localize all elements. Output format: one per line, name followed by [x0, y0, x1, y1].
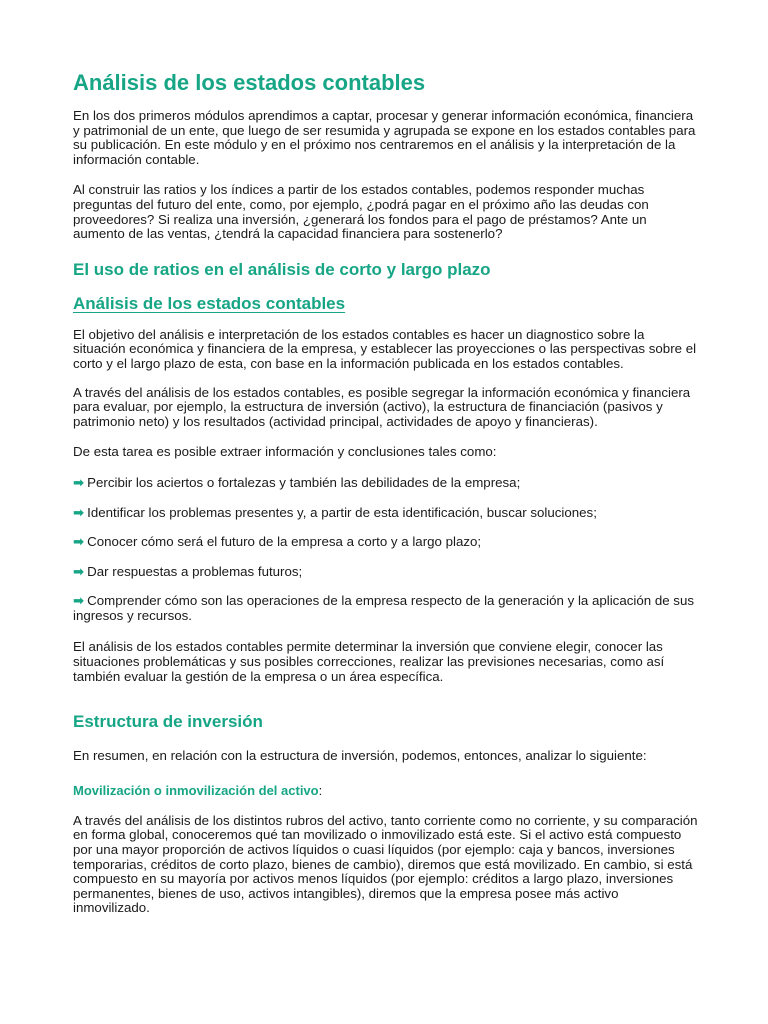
list-item: [73, 594, 698, 623]
arrow-right-icon: ➡: [73, 563, 85, 579]
section2-paragraph: En resumen, en relación con la estructura de inversión, podemos, entonces, analizar lo siguiente:: [73, 748, 647, 764]
section1-paragraph-2: A través del análisis de los estados contables, es posible segregar la información económica y financiera para evaluar, por ejemplo, la estructura de inversión (activo), la estructura de financiación (pasivos y patrimonio neto) y los resultados (actividad principal, actividades de apoyo y financieras).: [73, 384, 691, 429]
arrow-right-icon: ➡: [73, 474, 85, 490]
list-item-text: Dar respuestas a problemas futuros;: [87, 563, 303, 579]
intro-paragraph-1: En los dos primeros módulos aprendimos a captar, procesar y generar información económica, financiera y patrimonial de un ente, que luego de ser resumida y agrupada se expone en los estados contables para su publicación. En este módulo y en el próximo nos centraremos en el análisis y la interpretación de la información contable.: [73, 108, 696, 167]
list-item: [73, 476, 698, 491]
list-item-text: Identificar los problemas presentes y, a partir de esta identificación, buscar soluciones;: [87, 504, 597, 520]
list-item: [73, 535, 698, 550]
section1-paragraph-1: El objetivo del análisis e interpretación de los estados contables es hacer un diagnostico sobre la situación económica y financiera de la empresa, y establecer las proyecciones o las perspectivas sobre el corto y el largo plazo de esta, con base en la información publicada en los estados contables.: [73, 326, 697, 371]
list-item-text: Percibir los aciertos o fortalezas y también las debilidades de la empresa;: [87, 474, 521, 490]
section-heading-ratios: El uso de ratios en el análisis de corto y largo plazo: [73, 259, 491, 279]
arrow-right-icon: ➡: [73, 593, 85, 609]
list-item-text: Comprender cómo son las operaciones de la empresa respecto de la generación y la aplicación de sus ingresos y recursos.: [73, 593, 694, 623]
section2-body-paragraph: A través del análisis de los distintos rubros del activo, tanto corriente como no corriente, y su comparación en forma global, conoceremos qué tan movilizado o inmovilizado está este. Si el activo está compuesto por una mayor proporción de activos líquidos o cuasi líquidos (por ejemplo: caja y bancos, inversiones temporarias, créditos de corto plazo, bienes de cambio), diremos que está movilizado. En cambio, si está compuesto en su mayoría por activos menos líquidos (por ejemplo: créditos a largo plazo, inversiones permanentes, bienes de uso, activos intangibles), diremos que la empresa posee más activo inmovilizado.: [73, 812, 698, 916]
list-item: [73, 506, 698, 521]
list-item: [73, 565, 698, 580]
section-heading-estructura: Estructura de inversión: [73, 712, 263, 732]
arrow-right-icon: ➡: [73, 534, 85, 550]
page-title: Análisis de los estados contables: [73, 70, 426, 95]
section-subheading-analisis: Análisis de los estados contables: [73, 293, 346, 313]
list-item-text: Conocer cómo será el futuro de la empresa a corto y a largo plazo;: [87, 534, 482, 550]
arrow-right-icon: ➡: [73, 504, 85, 520]
section1-paragraph-3: De esta tarea es posible extraer información y conclusiones tales como:: [73, 444, 497, 460]
section2-subheading: Movilización o inmovilización del activo:: [73, 782, 323, 798]
intro-paragraph-2: Al construir las ratios y los índices a partir de los estados contables, podemos responder muchas preguntas del futuro del ente, como, por ejemplo, ¿podrá pagar en el próximo año las deudas con proveedores? Si realiza una inversión, ¿generará los fondos para el pago de préstamos? Ante un aumento de las ventas, ¿tendrá la capacidad financiera para sostenerlo?: [73, 182, 649, 242]
section1-closing-paragraph: El análisis de los estados contables permite determinar la inversión que conviene elegir, conocer las situaciones problemáticas y sus posibles correcciones, realizar las previsiones necesarias, como así también evaluar la gestión de la empresa o un área específica.: [73, 639, 665, 684]
